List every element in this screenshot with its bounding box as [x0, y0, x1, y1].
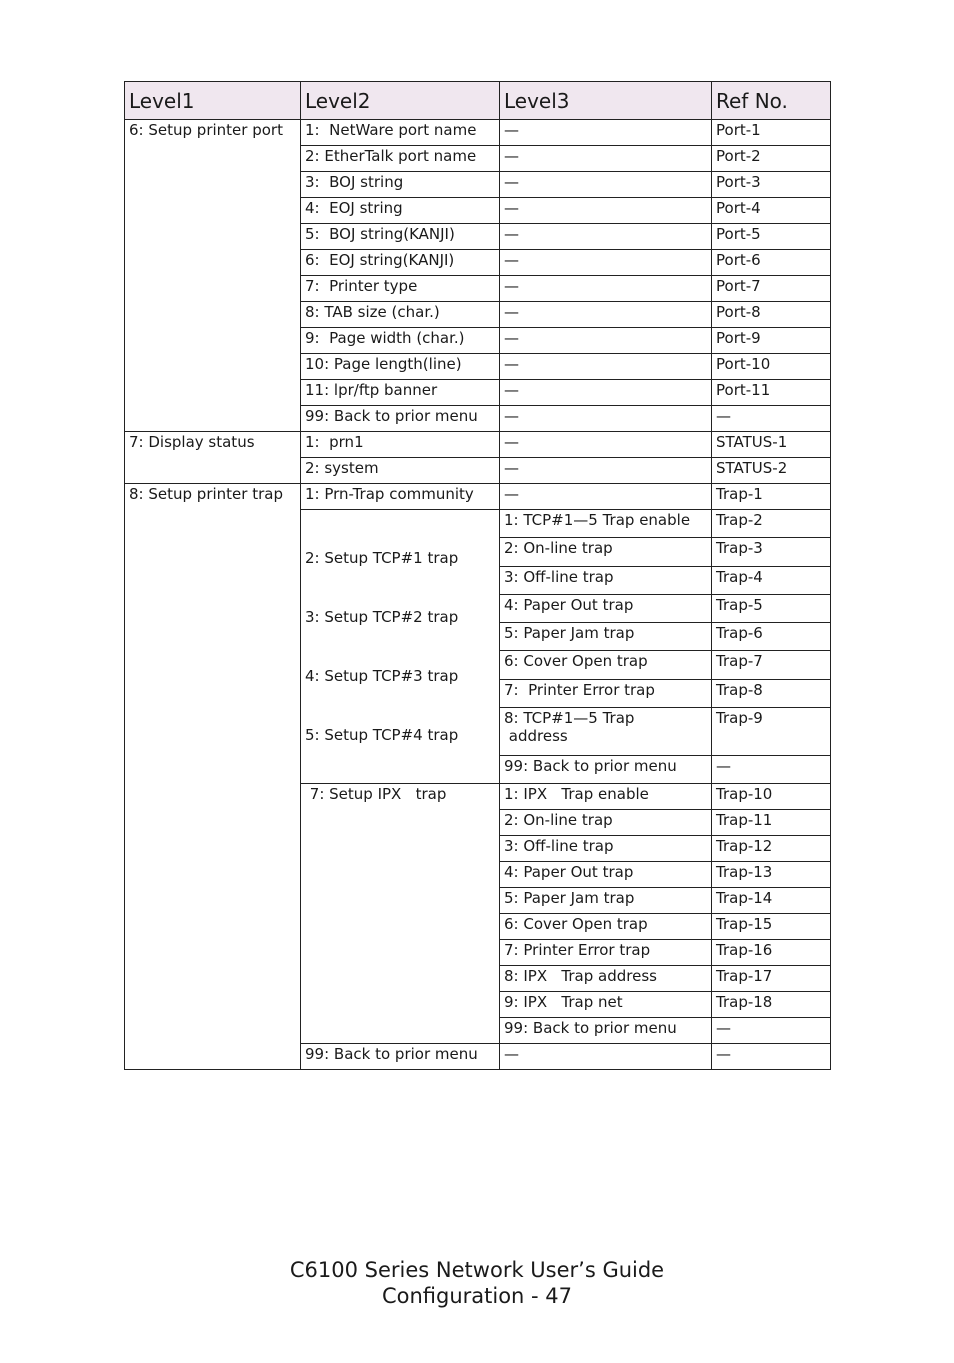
ref-cell: STATUS-2: [712, 458, 831, 484]
level3-cell: 7: Printer Error trap: [500, 940, 712, 966]
ref-cell: Trap-8: [712, 679, 831, 707]
level3-cell: 6: Cover Open trap: [500, 651, 712, 679]
ref-cell: Trap-18: [712, 992, 831, 1018]
level3-cell: —: [500, 432, 712, 458]
level2-line: 5: Setup TCP#4 trap: [305, 726, 459, 744]
level3-cell: 1: TCP#1—5 Trap enable: [500, 510, 712, 538]
level3-cell: —: [500, 406, 712, 432]
table-header-row: [125, 82, 831, 120]
level2-cell: 6: EOJ string(KANJI): [301, 250, 500, 276]
ref-cell: Trap-7: [712, 651, 831, 679]
level3-cell: —: [500, 276, 712, 302]
level3-cell: 7: Printer Error trap: [500, 679, 712, 707]
level1-cell: 6: Setup printer port: [125, 120, 301, 432]
level2-cell-tcp-traps: [301, 510, 500, 784]
level2-line: 2: Setup TCP#1 trap: [305, 549, 459, 567]
column-header-level2: Level2: [301, 82, 500, 120]
level2-cell: 1: Prn-Trap community: [301, 484, 500, 510]
footer-guide-title: C6100 Series Network User’s Guide: [289, 1258, 665, 1282]
level3-cell: —: [500, 224, 712, 250]
level3-cell: —: [500, 172, 712, 198]
ref-cell: Port-2: [712, 146, 831, 172]
level2-line: 3: Setup TCP#2 trap: [305, 608, 459, 626]
ref-cell: Trap-2: [712, 510, 831, 538]
level3-cell: 4: Paper Out trap: [500, 862, 712, 888]
footer-page-number: Configuration - 47: [381, 1284, 573, 1308]
ref-cell: Trap-3: [712, 538, 831, 566]
ref-cell: Port-4: [712, 198, 831, 224]
ref-cell: Port-6: [712, 250, 831, 276]
menu-structure-table: [124, 81, 831, 1070]
ref-cell: —: [712, 755, 831, 783]
level2-line: 4: Setup TCP#3 trap: [305, 667, 459, 685]
level3-cell: —: [500, 146, 712, 172]
ref-cell: —: [712, 406, 831, 432]
level2-cell: 11: lpr/ftp banner: [301, 380, 500, 406]
ref-cell: Trap-10: [712, 784, 831, 810]
level2-cell: 8: TAB size (char.): [301, 302, 500, 328]
level3-cell: 8: IPX Trap address: [500, 966, 712, 992]
ref-cell: Port-9: [712, 328, 831, 354]
ref-cell: Port-10: [712, 354, 831, 380]
level3-cell: —: [500, 250, 712, 276]
table-row: [125, 120, 831, 146]
ref-cell: Trap-15: [712, 914, 831, 940]
level3-cell: —: [500, 484, 712, 510]
ref-cell: Trap-1: [712, 484, 831, 510]
level3-cell: 1: IPX Trap enable: [500, 784, 712, 810]
level3-cell: 4: Paper Out trap: [500, 594, 712, 622]
level3-cell: —: [500, 458, 712, 484]
ref-cell: Port-8: [712, 302, 831, 328]
level3-cell: —: [500, 198, 712, 224]
table-row: [125, 432, 831, 458]
level3-cell: —: [500, 1044, 712, 1070]
level3-cell: 6: Cover Open trap: [500, 914, 712, 940]
ref-cell: Port-5: [712, 224, 831, 250]
level3-cell: 99: Back to prior menu: [500, 1018, 712, 1044]
level2-cell: 5: BOJ string(KANJI): [301, 224, 500, 250]
level3-cell: —: [500, 328, 712, 354]
level2-cell: 7: Printer type: [301, 276, 500, 302]
ref-cell: Port-3: [712, 172, 831, 198]
level3-cell: —: [500, 354, 712, 380]
level2-cell: 3: BOJ string: [301, 172, 500, 198]
ref-cell: Trap-17: [712, 966, 831, 992]
level3-cell: 9: IPX Trap net: [500, 992, 712, 1018]
level2-cell: 4: EOJ string: [301, 198, 500, 224]
level2-cell: 2: system: [301, 458, 500, 484]
ref-cell: Port-11: [712, 380, 831, 406]
ref-cell: Trap-11: [712, 810, 831, 836]
ref-cell: —: [712, 1044, 831, 1070]
level1-cell: 8: Setup printer trap: [125, 484, 301, 1070]
level3-cell: —: [500, 380, 712, 406]
level1-cell: 7: Display status: [125, 432, 301, 484]
level3-cell: 2: On-line trap: [500, 810, 712, 836]
ref-cell: Port-1: [712, 120, 831, 146]
ref-cell: —: [712, 1018, 831, 1044]
column-header-level3: Level3: [500, 82, 712, 120]
level3-cell: 8: TCP#1—5 Trap address: [500, 707, 712, 755]
level2-cell: 99: Back to prior menu: [301, 406, 500, 432]
level3-cell: 3: Off-line trap: [500, 566, 712, 594]
table-row: [125, 484, 831, 510]
ref-cell: STATUS-1: [712, 432, 831, 458]
ref-cell: Trap-16: [712, 940, 831, 966]
ref-cell: Port-7: [712, 276, 831, 302]
level2-cell: 1: NetWare port name: [301, 120, 500, 146]
ref-cell: Trap-14: [712, 888, 831, 914]
level3-cell: 99: Back to prior menu: [500, 755, 712, 783]
ref-cell: Trap-5: [712, 594, 831, 622]
level2-cell: 2: EtherTalk port name: [301, 146, 500, 172]
level2-cell: 99: Back to prior menu: [301, 1044, 500, 1070]
ref-cell: Trap-6: [712, 623, 831, 651]
level3-cell: —: [500, 120, 712, 146]
level2-cell: 10: Page length(line): [301, 354, 500, 380]
level2-cell: 1: prn1: [301, 432, 500, 458]
ref-cell: Trap-9: [712, 707, 831, 755]
ref-cell: Trap-13: [712, 862, 831, 888]
level3-cell: 3: Off-line trap: [500, 836, 712, 862]
level3-cell: 5: Paper Jam trap: [500, 623, 712, 651]
column-header-ref-no: Ref No.: [712, 82, 831, 120]
ref-cell: Trap-4: [712, 566, 831, 594]
level3-cell: —: [500, 302, 712, 328]
level3-cell: 2: On-line trap: [500, 538, 712, 566]
level3-cell: 5: Paper Jam trap: [500, 888, 712, 914]
column-header-level1: Level1: [125, 82, 301, 120]
level2-cell-ipx-trap: 7: Setup IPX trap: [301, 784, 500, 1044]
ref-cell: Trap-12: [712, 836, 831, 862]
level2-cell: 9: Page width (char.): [301, 328, 500, 354]
